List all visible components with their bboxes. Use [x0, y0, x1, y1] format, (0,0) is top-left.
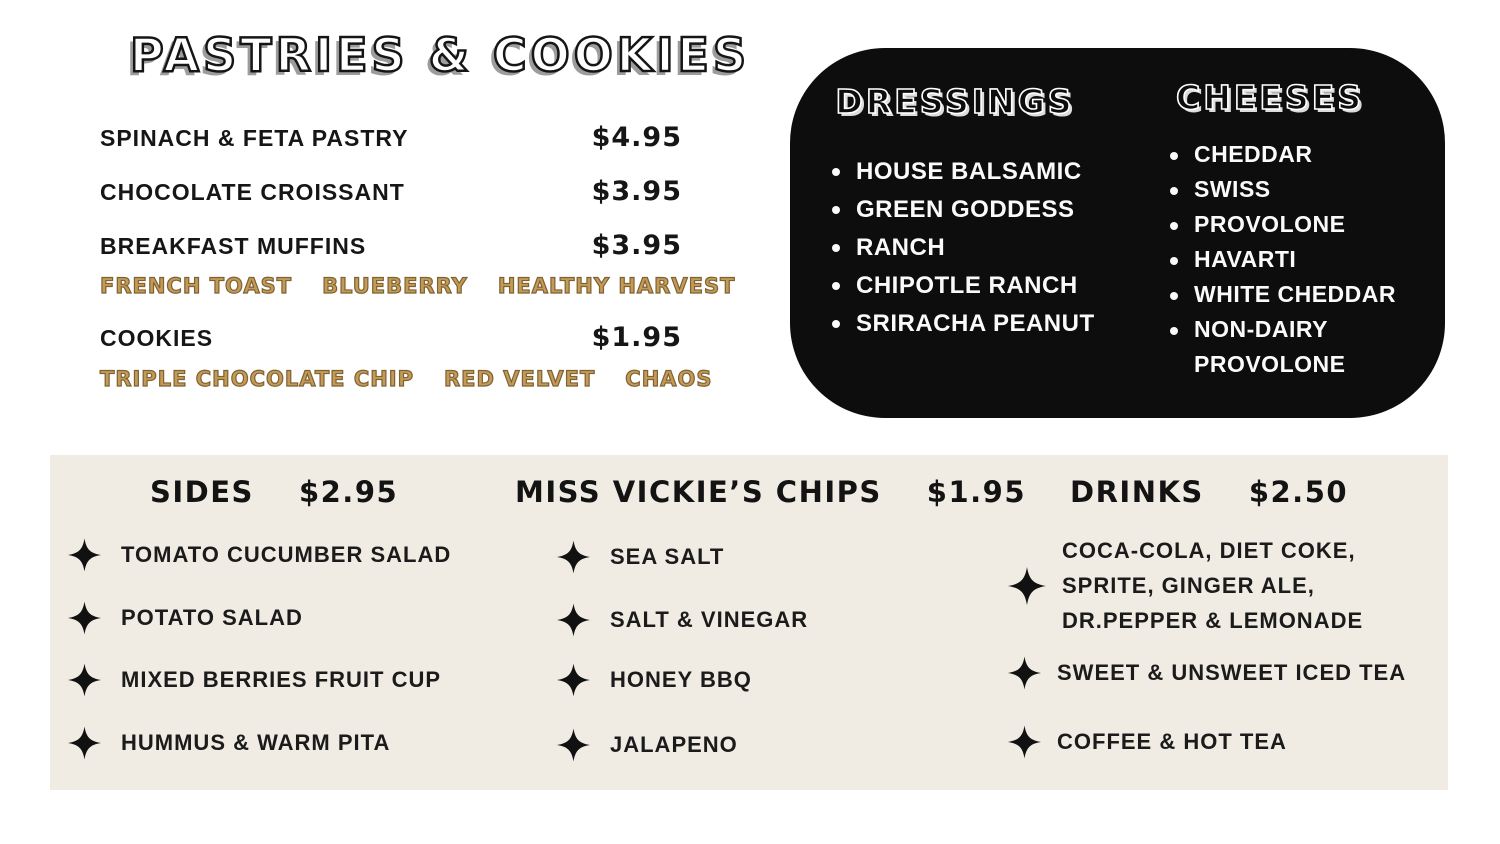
cheese-label: NON-DAIRY PROVOLONE: [1194, 316, 1346, 377]
bullet-icon: [832, 320, 840, 328]
item-name: CHOCOLATE CROISSANT: [100, 179, 405, 205]
chips-price: $1.95: [926, 475, 1027, 509]
drinks-price: $2.50: [1248, 475, 1349, 509]
item-price: $3.95: [591, 230, 682, 261]
item-price: $4.95: [591, 122, 682, 153]
sparkle-icon: [557, 601, 590, 639]
bullet-icon: [832, 282, 840, 290]
variant-label: BLUEBERRY: [322, 274, 468, 298]
list-item: [68, 724, 390, 762]
item-price: $1.95: [591, 322, 682, 353]
list-item: [1160, 312, 1410, 382]
chips-title: MISS VICKIE’S CHIPS: [515, 475, 882, 509]
chip-label: SEA SALT: [610, 544, 725, 569]
bullet-icon: [1170, 292, 1178, 300]
item-name: SPINACH & FETA PASTRY: [100, 125, 409, 151]
sides-header: [150, 475, 398, 509]
list-item: [557, 726, 738, 764]
list-item: [1160, 172, 1410, 207]
list-item: [810, 229, 1100, 267]
cheeses-title: CHEESES: [1176, 78, 1364, 117]
bullet-icon: [1170, 327, 1178, 335]
chips-header: [515, 475, 1026, 509]
list-item: [557, 538, 724, 576]
dressings-list: [810, 153, 1100, 343]
list-item: [557, 601, 808, 639]
side-label: POTATO SALAD: [121, 605, 303, 630]
sparkle-icon: [1008, 723, 1041, 761]
list-item: [1008, 723, 1287, 761]
list-item: [1008, 533, 1363, 638]
menu-item-row: [100, 122, 682, 153]
dressings-cheeses-panel: [790, 48, 1445, 418]
cheeses-list: [1160, 137, 1410, 382]
sparkle-icon: [557, 661, 590, 699]
menu-item-row: [100, 322, 682, 353]
sparkle-icon: [68, 661, 101, 699]
sides-chips-drinks-panel: [50, 455, 1448, 790]
variant-label: RED VELVET: [444, 367, 596, 391]
cheese-label: PROVOLONE: [1194, 211, 1346, 237]
cheeses-column: [1160, 78, 1410, 382]
menu-item-row: [100, 176, 682, 207]
bullet-icon: [832, 244, 840, 252]
chip-label: SALT & VINEGAR: [610, 607, 809, 632]
dressing-label: CHIPOTLE RANCH: [856, 272, 1078, 299]
list-item: [810, 305, 1100, 343]
drinks-header: [1070, 475, 1348, 509]
dressing-label: RANCH: [856, 234, 946, 261]
side-label: MIXED BERRIES FRUIT CUP: [121, 667, 442, 692]
chip-label: HONEY BBQ: [610, 667, 752, 692]
chip-label: JALAPENO: [610, 732, 738, 757]
bullet-icon: [832, 168, 840, 176]
drink-label: SWEET & UNSWEET ICED TEA: [1057, 660, 1407, 685]
bullet-icon: [1170, 222, 1178, 230]
list-item: [1160, 277, 1410, 312]
soda-list: [1062, 533, 1363, 638]
sparkle-icon: [1008, 654, 1041, 692]
list-item: [810, 153, 1100, 191]
cheese-label: WHITE CHEDDAR: [1194, 281, 1396, 307]
side-label: TOMATO CUCUMBER SALAD: [121, 542, 452, 567]
cheese-label: HAVARTI: [1194, 246, 1297, 272]
sparkle-icon: [557, 538, 590, 576]
muffin-variants: [100, 274, 735, 298]
list-item: [557, 661, 752, 699]
list-item: [68, 661, 441, 699]
list-item: [68, 599, 303, 637]
variant-label: TRIPLE CHOCOLATE CHIP: [100, 367, 415, 391]
cheese-label: SWISS: [1194, 176, 1271, 202]
bullet-icon: [1170, 187, 1178, 195]
pastries-title: PASTRIES & COOKIES: [130, 28, 751, 82]
list-item: [68, 536, 451, 574]
variant-label: CHAOS: [625, 367, 713, 391]
variant-label: FRENCH TOAST: [100, 274, 293, 298]
list-item: [1160, 207, 1410, 242]
list-item: [1008, 654, 1406, 692]
dressing-label: SRIRACHA PEANUT: [856, 310, 1095, 337]
menu-item-row: [100, 230, 682, 261]
cookie-variants: [100, 367, 713, 391]
drink-label-line: DR.PEPPER & LEMONADE: [1062, 608, 1364, 633]
drink-label: COFFEE & HOT TEA: [1057, 729, 1287, 754]
drink-label-line: SPRITE, GINGER ALE,: [1062, 573, 1315, 598]
bullet-icon: [1170, 152, 1178, 160]
bullet-icon: [1170, 257, 1178, 265]
dressings-title: DRESSINGS: [835, 82, 1075, 121]
sparkle-icon: [68, 599, 101, 637]
dressings-column: [810, 82, 1100, 343]
dressing-label: HOUSE BALSAMIC: [856, 158, 1082, 185]
sides-title: SIDES: [150, 475, 254, 509]
cheese-label: CHEDDAR: [1194, 141, 1313, 167]
list-item: [810, 267, 1100, 305]
bullet-icon: [832, 206, 840, 214]
drink-label-line: COCA-COLA, DIET COKE,: [1062, 538, 1356, 563]
sparkle-icon: [68, 724, 101, 762]
list-item: [810, 191, 1100, 229]
side-label: HUMMUS & WARM PITA: [121, 730, 391, 755]
item-name: BREAKFAST MUFFINS: [100, 233, 367, 259]
variant-label: HEALTHY HARVEST: [497, 274, 736, 298]
list-item: [1160, 137, 1410, 172]
list-item: [1160, 242, 1410, 277]
item-name: COOKIES: [100, 325, 214, 351]
dressing-label: GREEN GODDESS: [856, 196, 1075, 223]
item-price: $3.95: [591, 176, 682, 207]
sparkle-icon: [557, 726, 590, 764]
drinks-title: DRINKS: [1070, 475, 1204, 509]
sides-price: $2.95: [298, 475, 399, 509]
sparkle-icon: [1008, 565, 1046, 607]
sparkle-icon: [68, 536, 101, 574]
